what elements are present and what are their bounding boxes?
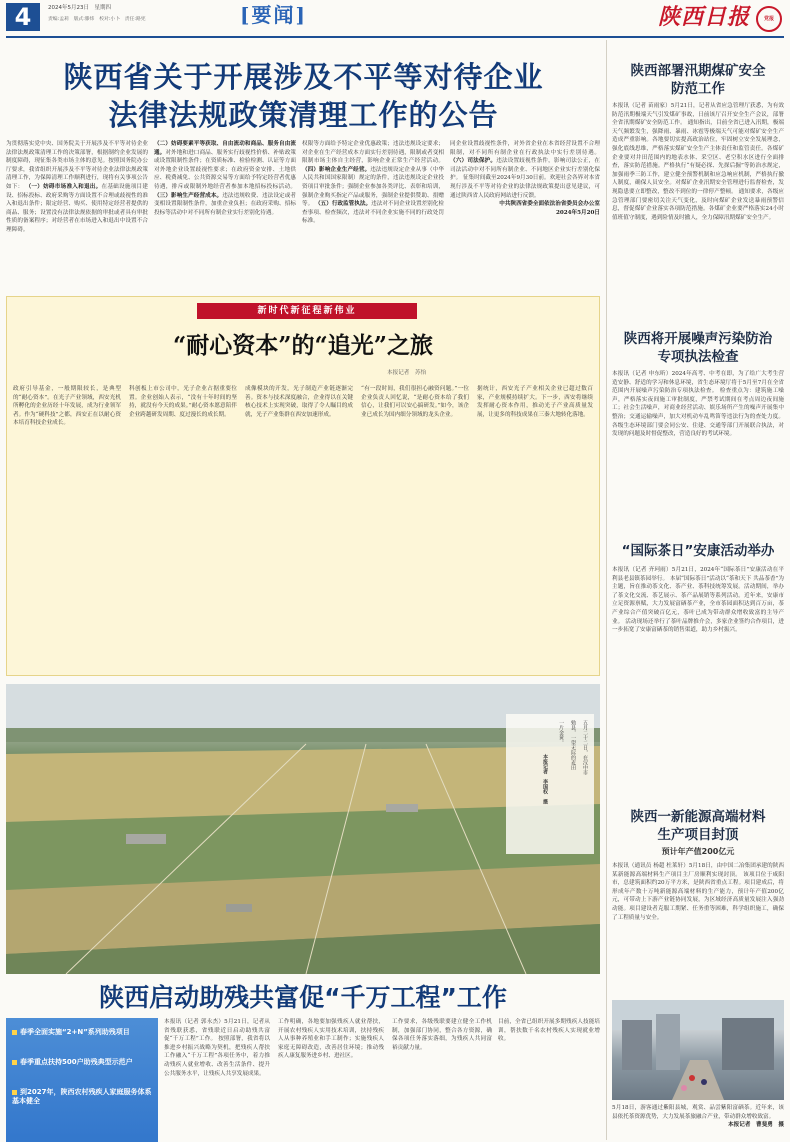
announcement-signer: 中共陕西省委全面依法治省委员会办公室 (499, 201, 600, 208)
disabled-col-1 (164, 1018, 270, 1142)
tea-town-photo (612, 1000, 784, 1100)
feature-col-1: 政府引导基金，一般期限较长，是典型的“耐心资本”。在光子产业领域，西安光机所孵化的企业历经十年发展，成为行业领军者。作为“硬科技”之都，西安正在以耐心资本培育科技企业成长。 (13, 386, 121, 427)
photo2-caption (612, 1104, 784, 1142)
announcement-col-2 (154, 140, 296, 290)
side3-paragraph-2: 活动现场还举行了茶叶品牌推介会，多家企业签约合作项目，进一步拓宽了安康富硒茶的销售渠道，助力乡村振兴。 (612, 618, 784, 634)
feature-col-3: 成像模块的开发，光子制造产业链逐渐完善。资本与技术深度融合，企业得以在关键核心技术上实现突破，取得了令人瞩目的成就，光子产业集群在西安加速形成。 (245, 386, 353, 418)
feature-col-2: 科创板上市公司中，光子企业占据重要位置。企业创始人表示，“没有十年时间的坚持，就没有今天的成果。”耐心资本愿意陪伴企业跨越研发周期、度过漫长的成长期。 (129, 386, 237, 418)
bullet-icon (12, 1090, 17, 1095)
side3-title: “国际茶日”安康活动举办 (621, 543, 775, 559)
side4-title-line-2: 生产项目封顶 (657, 827, 739, 843)
announcement-col-4-text: 同企业设置歧视性条件，对外省企业在本省经营设置不合理限制，对不同所有制企业在行政执法中实行差别待遇。 (450, 141, 600, 156)
disabled-col-2: 工作明确，各地要加强残疾人就业帮扶，开展农村残疾人实用技术培训，扶持残疾人从事种养殖业和手工制作；实施残疾人家庭无障碍改造，改善居住环境；推动残疾人康复服务进乡村、进社区。 (278, 1019, 384, 1060)
masthead-rule (6, 36, 784, 38)
side4-subtitle: 预计年产值200亿元 (661, 847, 735, 856)
side1-paragraph-2: 通知要求，各级应急管理部门要密切关注天气变化，及时向煤矿企业发送暴雨预警信息，督促煤矿企业落实各项防范措施。各煤矿企业要严格落实24小时值班值守制度，遇到险情及时撤人，全力保障汛期煤矿安全生产。 (612, 188, 784, 221)
announcement-item-5: （五）行政监管执法。 (315, 201, 372, 208)
announcement-item-2-text: 对外地和进口商品、服务实行歧视性价格、补贴政策或设置限制性条件；在资质标准、检验检测、认证等方面对外地企业设置歧视性要求；在政府资金安排、土地供应、税费减免、公共资源交易等方面给予特定经营者优惠待遇，排斥或限制外地经营者参加本地招标投标活动。 (154, 149, 296, 190)
disabled-info-graphic (6, 1018, 158, 1142)
side1-title-line-1: 陕西部署汛期煤矿安全 (630, 63, 766, 79)
announcement-headline-1: 陕西省关于开展涉及不平等对待企业 (63, 60, 544, 94)
newspaper-logo: 陕西日报 (657, 4, 750, 30)
side1-title-line-2: 防范工作 (671, 81, 725, 97)
announcement-date: 2024年5月20日 (555, 209, 600, 216)
photo2-caption-text: 5月18日，游客通过紫阳县城，观赏、品尝紫阳富硒茶。近年来，该县依托茶资源优势，大力发展茶旅融合产业，带动群众增收致富。 (612, 1105, 784, 1120)
side2-paragraph: 检查重点为：建筑施工噪声，严格落实夜间施工审批制度，严禁考试期间在考点周边夜间施工；社会生活噪声，对商业经营活动、娱乐场所产生的噪声开展集中整治；交通运输噪声，加大对机动车乱鸣笛等违法行为的查处力度。各级生态环境部门要会同公安、住建、交通等部门开展联合执法，对发现的问题及时督促整改，营造良好的考试环境。 (612, 388, 784, 438)
side4-byline: 本报讯（通讯员 杨超 杜莱轩）5月18日，由中国二冶集团承建的陕西某新能源高端材料生产项目主厂房顺利实现封顶。 (612, 863, 784, 878)
editor-credits: 责编:孟莉 版式:滕炜 校对:小卜 责任:路宪 (48, 17, 146, 22)
feature-title: “耐心资本”的“追光”之旅 (173, 332, 433, 359)
wheat-field-photo (6, 684, 600, 974)
seal-icon: 党报 (756, 6, 782, 32)
side2-title-line-1: 陕西将开展噪声污染防治 (623, 331, 773, 347)
announcement-headline-2: 法律法规政策清理工作的公告 (108, 98, 499, 132)
announcement-col-3 (302, 140, 444, 290)
column-divider (606, 40, 607, 1140)
info-item-3-text: 到2027年，陕西农村残疾人家庭服务体系基本健全 (12, 1088, 152, 1105)
feature-box (6, 296, 600, 676)
side1-paragraph-1: 通知指出，目前全省已进入汛期，极端天气频繁发生，强降雨、暴雨、冰雹等极端天气可能对煤矿安全生产造成严重影响。各地要切实提高政治站位，牢固树立安全发展理念，强化底线思维，严格落实煤矿安全生产主体责任和监管责任。各煤矿企业要对井田范围内的地表水体、采空区、老空积水区进行全面排查，落实防范措施。严格执行“有疑必探、先探后掘”等防治水规定，加强雨季三防工作，建立健全预警机制和应急响应机制，严格执行撤人制度，确保人员安全。对煤矿企业汛期安全管理进行监督检查，发现隐患要立即整改，整改不到位的一律停产整顿。 (612, 120, 784, 195)
side3-body (612, 566, 784, 810)
side3-byline: 本报讯（记者 齐珂雨）5月21日，2024年“国际茶日”安康活动在平利县老县镇茶园举行。 (612, 567, 784, 582)
side3-paragraph-1: 本届“国际茶日”活动以“茶和天下 共品茶香”为主题，旨在推动茶文化、茶产业、茶科技统筹发展。活动期间，举办了茶文化交流、茶艺展示、茶产品展销等系列活动。近年来，安康市立足资源禀赋，大力发展富硒茶产业，全市茶园面积达到百万亩，茶产业综合产值突破百亿元，茶叶已成为带动群众增收致富的主导产业。 (612, 575, 784, 625)
page-number: 4 (6, 3, 40, 31)
feature-col-4: “有一段时间，我们很担心融资问题。”一位企业负责人回忆说，“是耐心资本给了我们信心，让我们可以安心搞研发。”如今，该企业已成长为国内细分领域的龙头企业。 (361, 386, 469, 418)
side2-title (612, 330, 784, 366)
feature-banner: 新时代新征程新伟业 (197, 303, 417, 319)
announcement-item-3: （三）影响生产经营成本。 (154, 192, 223, 199)
photo2-credit: 本报记者 曹斐勇 摄 (728, 1122, 784, 1129)
photo-credit: 本报记者 李国权 摄 (542, 754, 548, 804)
announcement-col-4 (450, 140, 600, 294)
section-title: [要闻] (240, 3, 307, 27)
announcement-deadline: 征集时间截至2024年9月30日前。欢迎社会各界对本省现行涉及不平等对待企业的法律法规政策提出意见建议，可通过陕西省人民政府网站进行反馈。 (450, 175, 600, 199)
feature-col-5: 据统计，西安光子产业相关企业已超过数百家，产业规模持续扩大。下一步，西安将继续发挥耐心资本作用，推动光子产业高质量发展，让更多的科技成果在三秦大地转化落地。 (477, 386, 593, 418)
announcement-col-3-text: 权限等方面给予特定企业优惠政策；违法违规设定要求；对企业在生产经营成本方面实行差别待遇，限制或者变相限制市场主体自主经营，影响企业正常生产经营活动。 (302, 141, 444, 165)
disabled-byline: 本报讯（记者 郭永杰）5月21日，记者从省残联获悉，省残联近日启动助残共富促“千万工程”工作。 (164, 1019, 270, 1043)
bullet-icon (12, 1030, 17, 1035)
announcement-col-1 (6, 140, 148, 290)
town-street-illustration (612, 1000, 784, 1100)
side1-byline: 本报讯（记者 苗雨家）5月21日，记者从省应急管理厅获悉，为有效防范汛期极端天气引发煤矿事故，日前该厅召开安全生产会议，部署全省汛期煤矿安全防范工作。 (612, 103, 784, 127)
announcement-item-1-text: 在基础设施项目建设、招标投标、政府采购等方面设置不合理或歧视性的准入和退出条件；限定经营、购买、使用特定经营者提供的商品、服务；设置没有法律法规依据的审批或者具有审批性质的备案程序；对经营者在市场进入和退出中设置不合理障碍。 (6, 183, 148, 233)
side1-title (612, 62, 784, 98)
announcement-item-6-text: 违法设置歧视性条件，影响司法公正，在司法活动中对不同所有制企业、不同地区企业实行差别化保护。 (450, 158, 600, 182)
announcement-item-4-text: 违法违规设定企业从事（中华人民共和国国家限制）规定的条件，违法违规设定企业投资项目审批条件；强制企业参加各类评比、表彰和培训，强制企业购买指定产品或服务，强制企业提供赞助、捐赠等。 (302, 166, 444, 208)
side4-paragraph: 该项目位于咸阳市，总建筑面积约20万平方米，是陕西省重点工程。项目建成后，将形成年产数十万吨新能源高端材料的生产能力，预计年产值200亿元，可带动上下游产业链协同发展，为区域经济高质量发展注入强劲动能。项目建设者克服工期紧、任务重等困难，科学组织施工，确保了工程质量与安全。 (612, 871, 784, 921)
side2-byline: 本报讯（记者 申东昕）2024年高考、中考在即，为了给广大考生营造安静、舒适的学习和休息环境，省生态环境厅将于5月至7月在全省范围内开展噪声污染防治专项执法检查。 (612, 371, 784, 395)
announcement-intro: 为贯彻落实党中央、国务院关于开展涉及不平等对待企业法律法规政策清理工作的决策部署，根据制约企业发展的制度障碍，现征集各类市场主体的意见。按照国务院办公厅要求，我省组织开展涉及不平等对待企业法律法规政策清理工作，为保障清理工作顺利进行，现将有关事项公告如下： (6, 141, 148, 190)
bullet-icon (12, 1060, 17, 1065)
info-item-2-text: 春季重点扶持500户助残典型示范户 (20, 1058, 133, 1066)
feature-byline: 本报记者 苏怡 (387, 370, 427, 376)
disabled-paragraph-1: 按照部署，我省将以推进乡村振兴战略为契机，把残疾人帮扶工作融入“千万工程”各项任务中，着力推动残疾人就业增收、改善生活条件、提升公共服务水平，让残疾人共享发展成果。 (164, 1036, 270, 1077)
side4-title-line-1: 陕西一新能源高端材料 (630, 809, 766, 825)
side2-body (612, 370, 784, 534)
masthead (0, 0, 790, 38)
announcement-item-4: （四）影响企业生产经营。 (302, 166, 371, 173)
side2-title-line-2: 专项执法检查 (657, 349, 739, 365)
disabled-headline: 陕西启动助残共富促“千万工程”工作 (99, 983, 507, 1012)
announcement-item-2: （二）妨碍要素平等获取、自由流动和商品、服务自由流通。 (154, 141, 296, 156)
disabled-col-3: 工作要求，各级残联要建立健全工作机制，加强部门协同，整合各方资源，确保各项任务落实落细，为残疾人共同富裕贡献力量。 (392, 1019, 492, 1051)
info-item-2 (12, 1058, 154, 1067)
photo-caption-line-1: 五月二十二日，在汉中市 (582, 720, 588, 775)
disabled-col-4: 目前，全省已组织开展多期残疾人技能培训，帮扶数千名农村残疾人实现就业增收。 (498, 1019, 600, 1043)
announcement-item-5-text: 违法对不同企业设置差别化检查事项、检查频次，违法对不同企业实施不同的行政处罚标准。 (302, 201, 444, 225)
info-item-3 (12, 1088, 154, 1106)
side4-title (612, 808, 784, 844)
side1-body (612, 102, 784, 324)
photo-caption-line-2: 勉县，一望无际的麦田 (570, 720, 576, 770)
photo-caption-line-3: 一片金黄。 (558, 720, 564, 745)
photo-caption-box (506, 714, 594, 854)
info-item-1-text: 春季全面实施“2+N”系列助残项目 (20, 1028, 130, 1036)
side4-body (612, 862, 784, 996)
info-item-1 (12, 1028, 154, 1037)
issue-date: 2024年5月23日 星期四 (48, 5, 111, 11)
announcement-item-3-text: 违法违规收费、违法设定或者变相设置限制性条件，加重企业负担；在政府采购、招标投标等活动中对不同所有制企业实行差别化待遇。 (154, 192, 296, 216)
announcement-item-6: （六）司法保护。 (450, 158, 497, 165)
announcement-item-1: （一）妨碍市场准入和退出。 (25, 183, 102, 190)
